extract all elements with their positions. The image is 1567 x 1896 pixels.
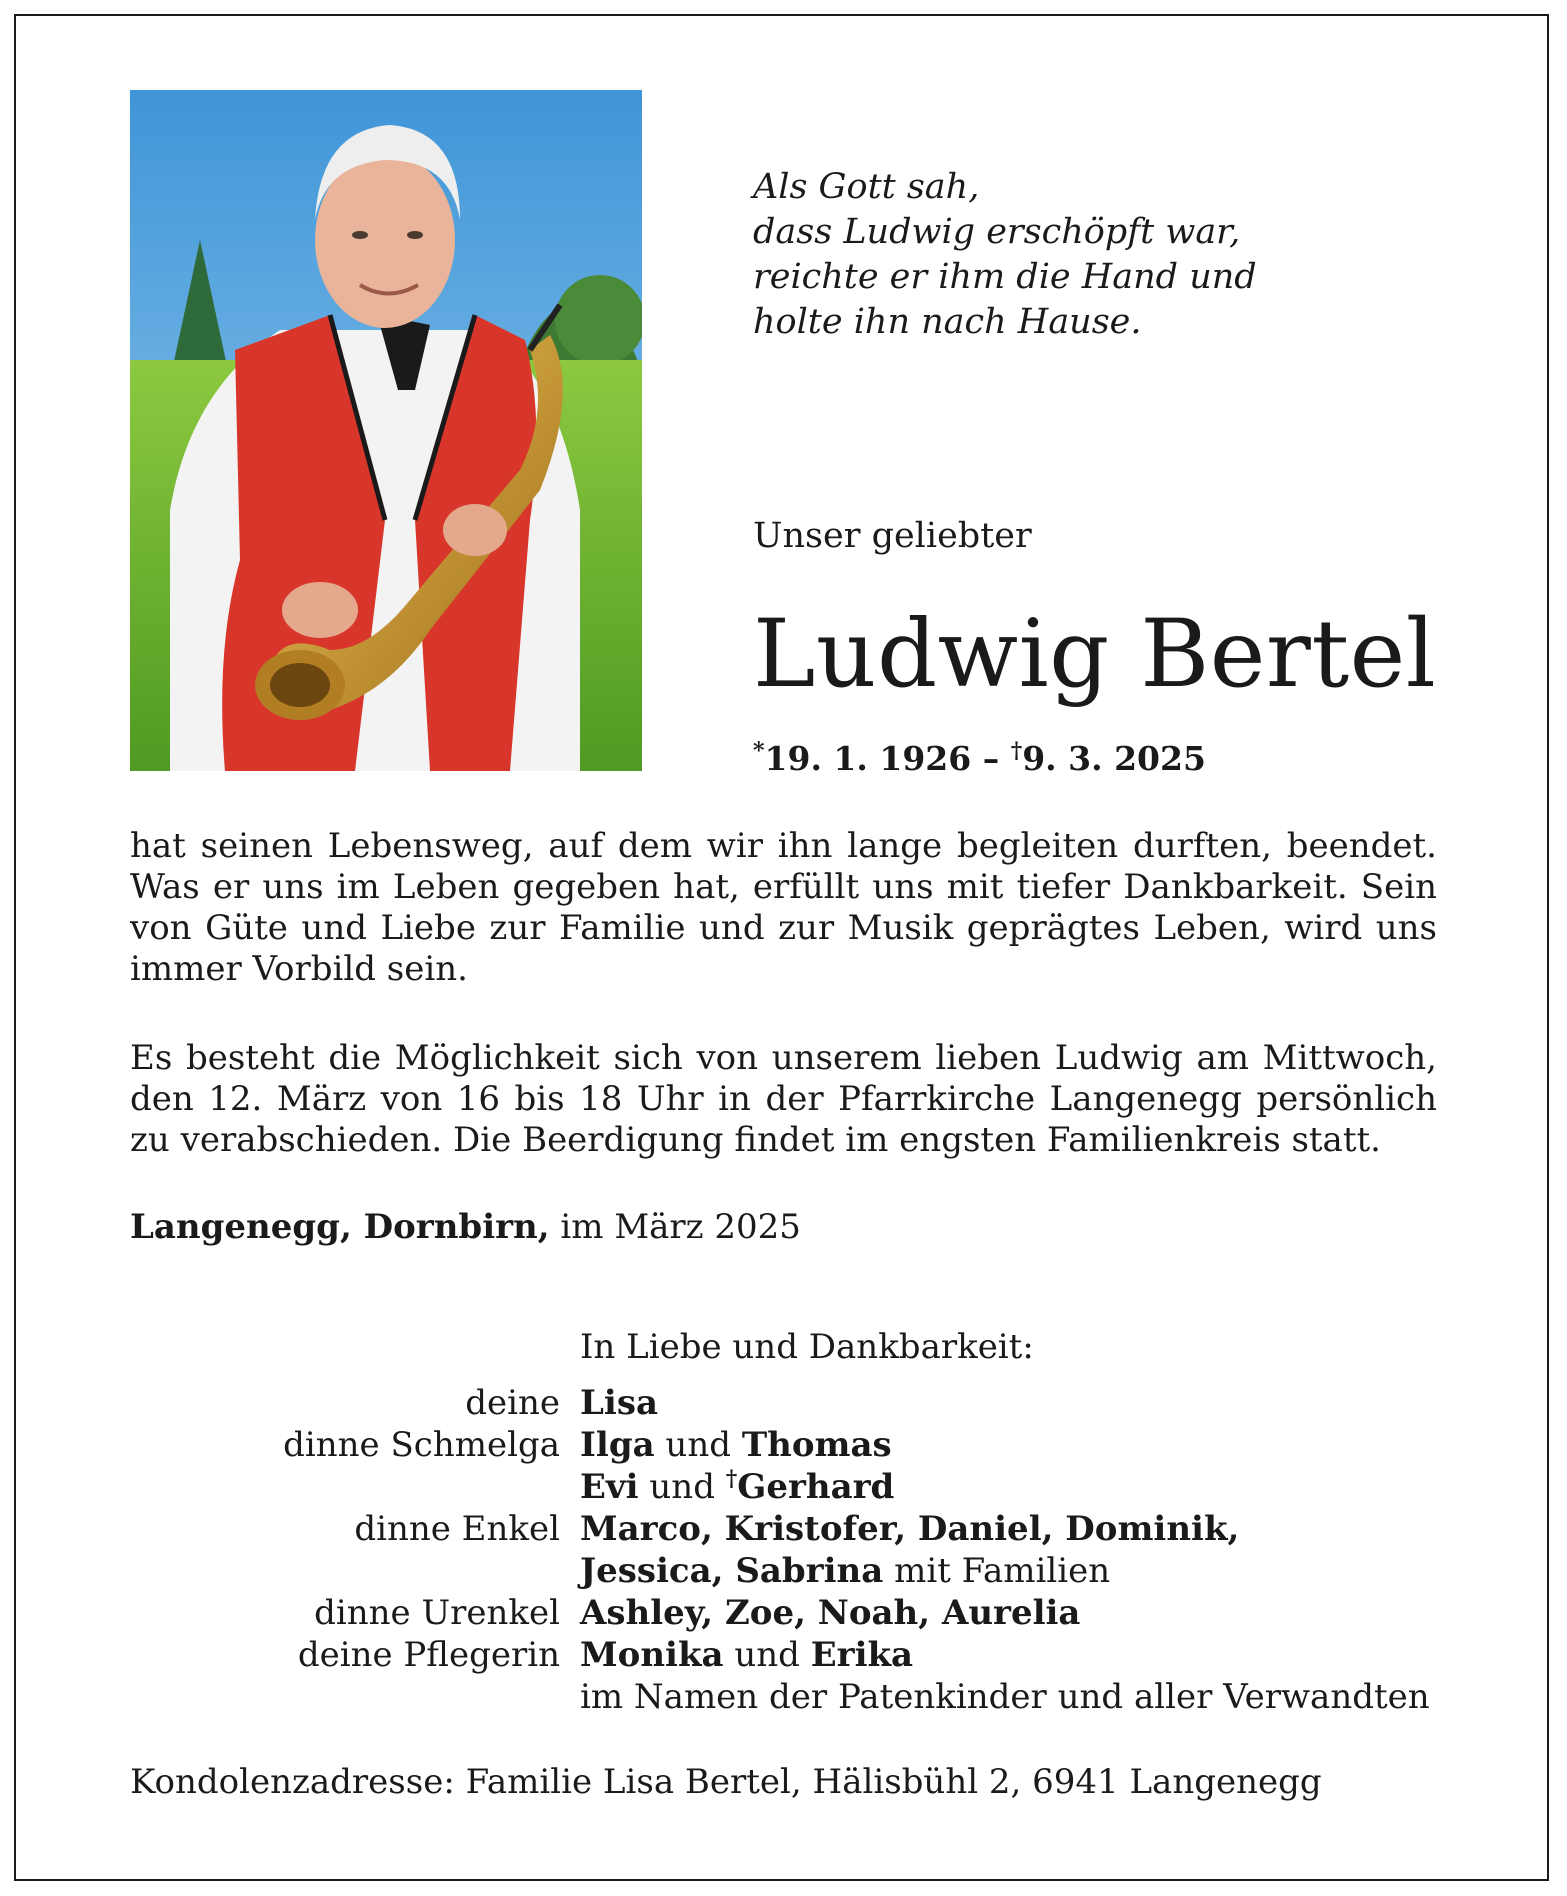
thanks-heading: In Liebe und Dankbarkeit: [580,1327,1034,1367]
relation-label: deine [465,1383,560,1423]
date-separator: – [971,739,1011,778]
birth-date: 19. 1. 1926 [764,739,972,778]
relatives [580,1550,1110,1592]
relation-label [130,1676,580,1718]
relative-name: Thomas [741,1425,892,1465]
relative-name: Lisa [580,1383,658,1423]
family-row [130,1424,1450,1466]
family-list [130,1382,1450,1718]
relative-name: Ashley, Zoe, Noah, Aurelia [580,1593,1081,1633]
connector: und [638,1467,726,1507]
relative-name: Ilga [580,1425,655,1465]
paragraph-text: Es besteht die Möglichkeit sich von unserem lieben Ludwig am Mittwoch, den 12. März von 16 bis 18 Uhr in der Pfarrkirche Langenegg persönlich zu verabschieden. Die Beerdigung findet im engsten Familienkreis statt. [130,1038,1437,1160]
family-row [130,1592,1450,1634]
relatives [580,1592,1080,1634]
birth-symbol: * [753,738,765,764]
portrait-photo [130,90,642,771]
closing-note: im Namen der Patenkinder und aller Verwandten [580,1677,1430,1717]
family-row [130,1676,1450,1718]
family-row [130,1382,1450,1424]
family-row [130,1550,1450,1592]
life-dates [753,737,1206,781]
condolence-address: Kondolenzadresse: Familie Lisa Bertel, Hälisbühl 2, 6941 Langenegg [130,1762,1322,1802]
relation-label: dinne Enkel [354,1509,560,1549]
family-row [130,1466,1450,1508]
relatives [580,1466,894,1508]
relation-label [130,1550,580,1592]
paragraph-life [130,826,1437,990]
relation-label: deine Pflegerin [297,1635,560,1675]
relatives [580,1634,913,1676]
relatives [580,1508,1239,1550]
relation-label: dinne Urenkel [314,1593,560,1633]
places: Langenegg, Dornbirn, [130,1207,550,1247]
poem-line: Als Gott sah, [753,167,980,207]
relative-name: Gerhard [737,1467,895,1507]
month-year: im März 2025 [560,1207,801,1247]
poem-line: dass Ludwig erschöpft war, [753,212,1241,252]
connector: und [654,1425,742,1465]
relation-label: dinne Schmelga [283,1425,560,1465]
paragraph-farewell [130,1038,1437,1161]
paragraph-text: hat seinen Lebensweg, auf dem wir ihn lange begleiten durften, beendet. Was er uns im Leben gegeben hat, erfüllt uns mit tiefer Dankbarkeit. Sein von Güte und Liebe zur Familie und zur Musik geprägtes Leben, wird uns immer Vorbild sein. [130,826,1437,989]
death-date: 9. 3. 2025 [1022,739,1206,778]
poem-line: reichte er ihm die Hand und [753,257,1257,297]
family-row [130,1634,1450,1676]
relation-label [130,1466,580,1508]
relative-name: Erika [810,1635,914,1675]
relative-name: Jessica, Sabrina [580,1551,884,1591]
relative-name: Evi [580,1467,639,1507]
place-and-date [130,1205,801,1249]
connector: und [723,1635,811,1675]
relative-name: Marco, Kristofer, Daniel, Dominik, [580,1509,1240,1549]
death-symbol: † [1010,738,1023,764]
relative-name: Monika [580,1635,724,1675]
death-symbol: † [725,1466,738,1492]
connector: mit Familien [883,1551,1111,1591]
relatives [580,1424,892,1466]
relatives [580,1676,1430,1718]
poem [753,165,1257,345]
poem-line: holte ihn nach Hause. [753,302,1142,342]
family-row [130,1508,1450,1550]
relatives [580,1382,658,1424]
intro-text: Unser geliebter [753,516,1032,556]
deceased-name: Ludwig Bertel [753,600,1437,709]
